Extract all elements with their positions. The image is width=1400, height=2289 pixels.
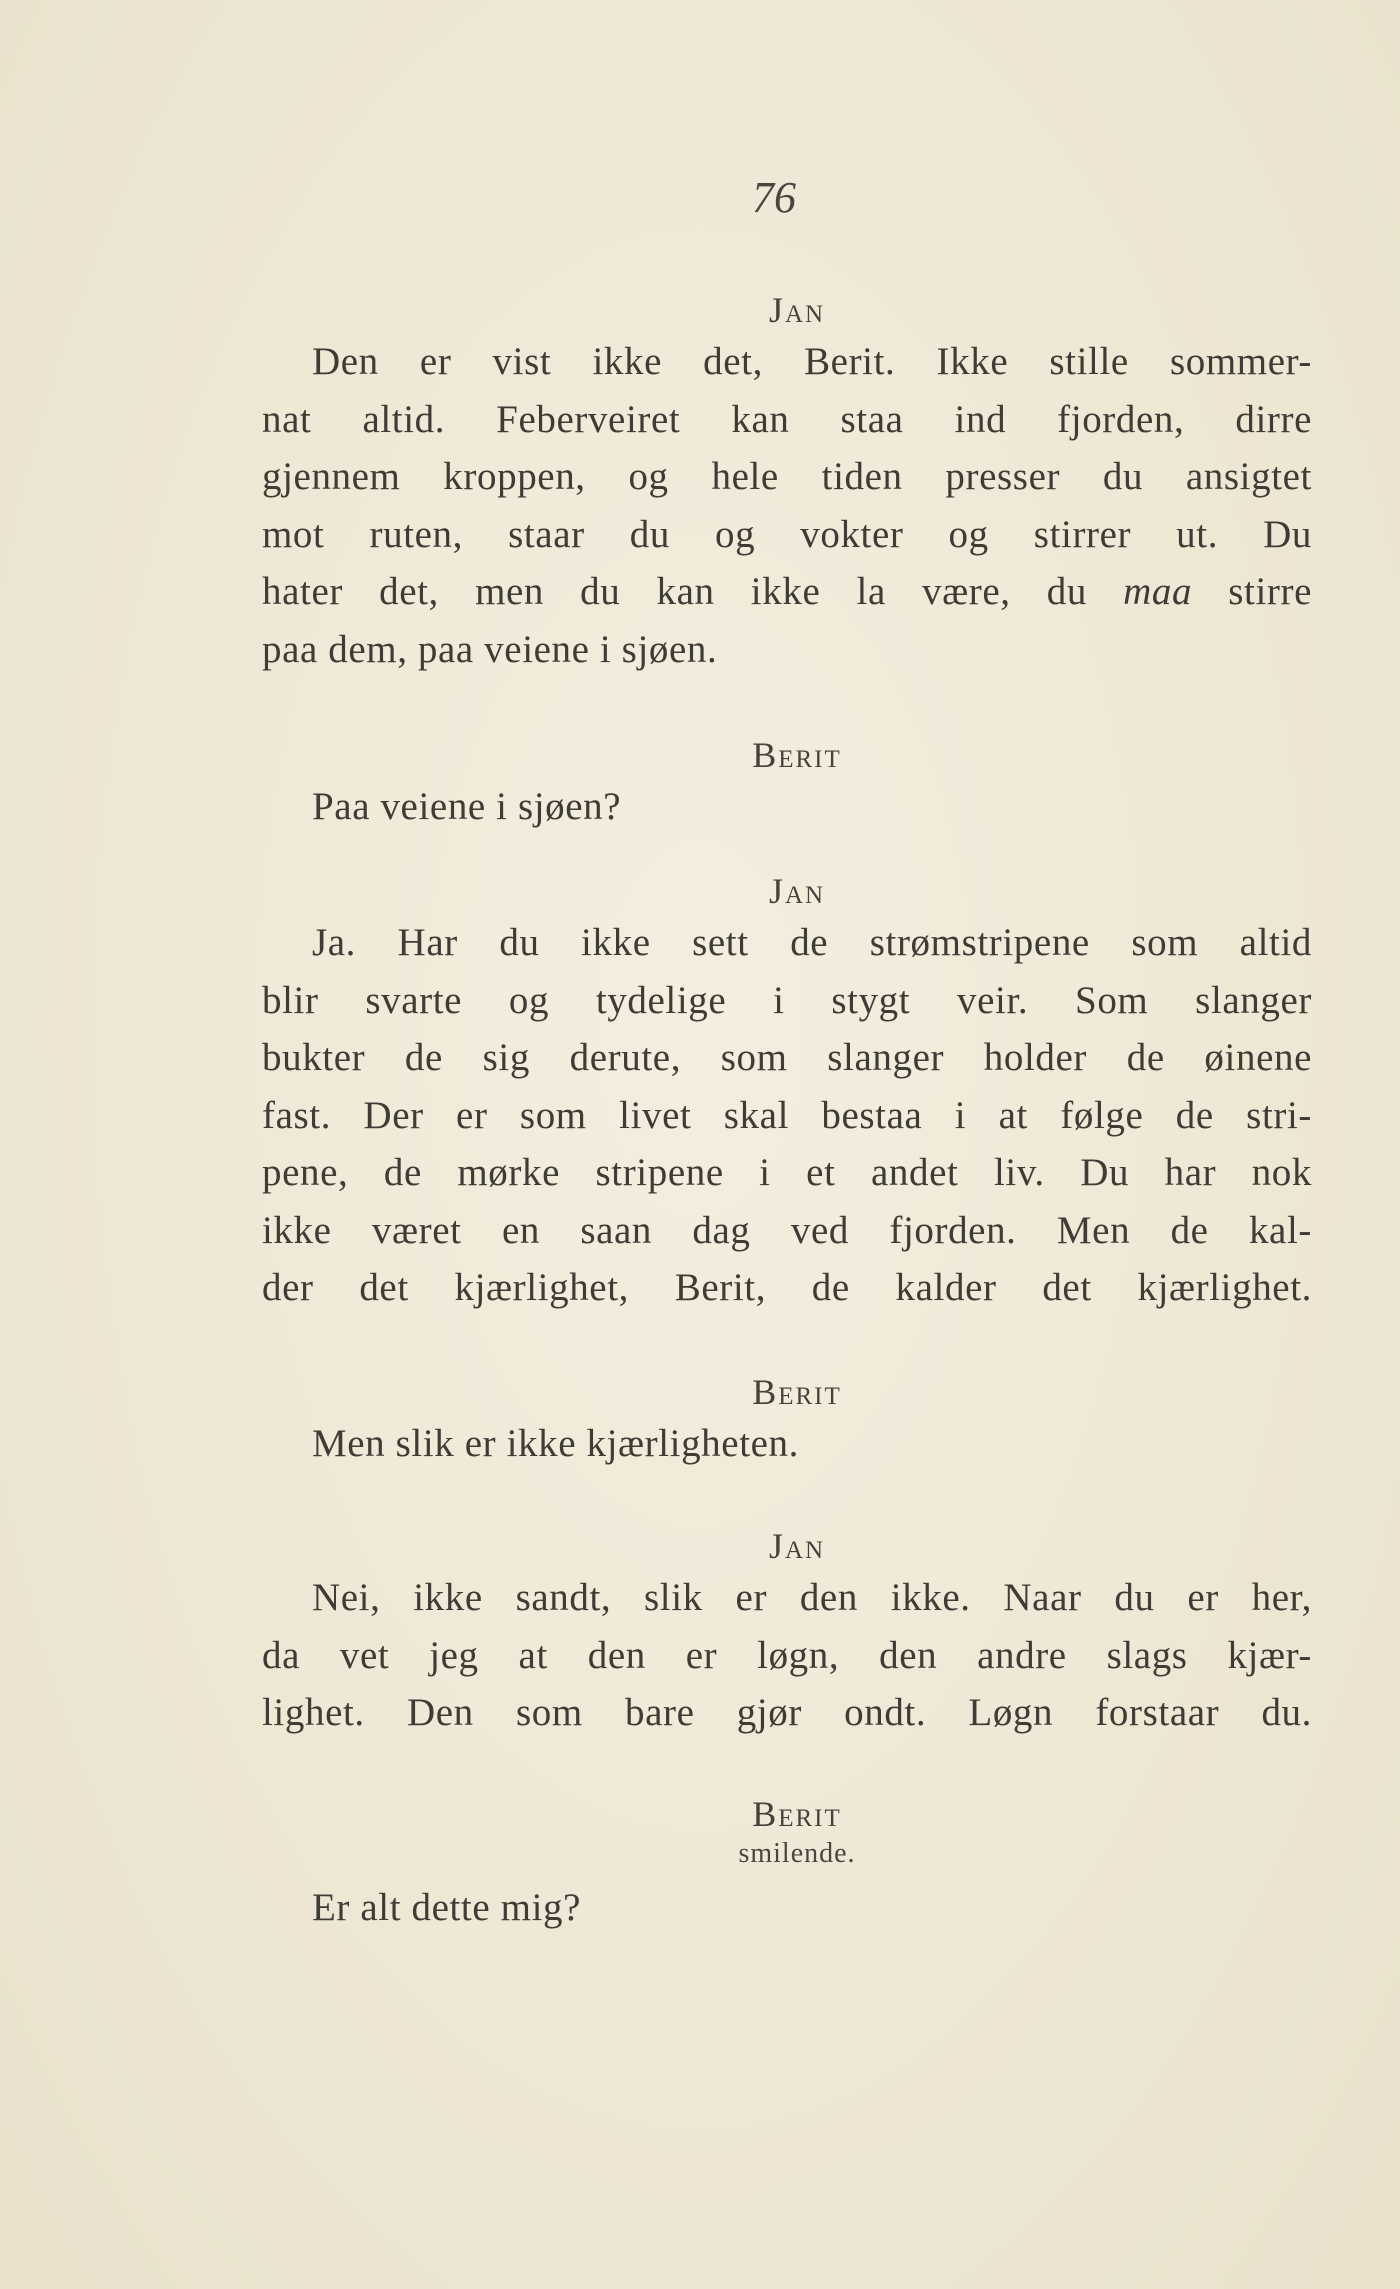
speech-block-2 (262, 732, 1312, 836)
speaker-name: Berit (752, 735, 842, 775)
speech-block-5 (262, 1523, 1312, 1742)
emphasized-word: maa (1123, 570, 1193, 613)
speech-line: der det kjærlighet, Berit, de kalder det kjærlighet. (262, 1266, 1312, 1309)
speech-block-6 (262, 1791, 1312, 1937)
speech-block-3 (262, 868, 1312, 1317)
speaker-name: Jan (768, 1526, 826, 1566)
speaker-name: Jan (768, 290, 826, 330)
speech-line: gjennem kroppen, og hele tiden presser du ansigtet (262, 455, 1312, 498)
speech-line: blir svarte og tydelige i stygt veir. Som slanger (262, 978, 1312, 1022)
stage-direction: smilende. (738, 1838, 856, 1869)
speech-line: da vet jeg at den er løgn, den andre slags kjær- (262, 1633, 1312, 1677)
speech-block-4 (262, 1369, 1312, 1473)
speaker-name: Berit (752, 1372, 842, 1412)
speech-line: ikke været en saan dag ved fjorden. Men de kal- (262, 1208, 1312, 1252)
speech-line: Ja. Har du ikke sett de strømstripene som altid (312, 921, 1312, 964)
page-number: 76 (752, 173, 796, 222)
speech-line: mot ruten, staar du og vokter og stirrer ut. Du (262, 512, 1312, 556)
speech-block-1 (262, 287, 1312, 678)
speech-line: lighet. Den som bare gjør ondt. Løgn forstaar du. (262, 1691, 1312, 1734)
speech-line-with-emphasis (262, 563, 1312, 621)
speech-line: fast. Der er som livet skal bestaa i at følge de stri- (262, 1093, 1312, 1137)
speech-line: nat altid. Feberveiret kan staa ind fjorden, dirre (262, 397, 1312, 441)
speech-line: Er alt dette mig? (312, 1886, 582, 1929)
speech-line: Nei, ikke sandt, slik er den ikke. Naar du er her, (312, 1576, 1312, 1619)
speech-line: pene, de mørke stripene i et andet liv. Du har nok (262, 1151, 1312, 1194)
speech-line: Men slik er ikke kjærligheten. (312, 1422, 799, 1465)
speech-text: stirre (1228, 570, 1312, 613)
speaker-name: Berit (752, 1794, 842, 1834)
speech-line: Paa veiene i sjøen? (312, 785, 622, 828)
speech-line: paa dem, paa veiene i sjøen. (262, 627, 718, 671)
speech-line: bukter de sig derute, som slanger holder de øinene (262, 1036, 1312, 1079)
speech-line: Den er vist ikke det, Berit. Ikke stille sommer- (312, 340, 1312, 383)
speaker-name: Jan (768, 871, 826, 911)
speech-text: hater det, men du kan ikke la være, du (262, 570, 1087, 613)
